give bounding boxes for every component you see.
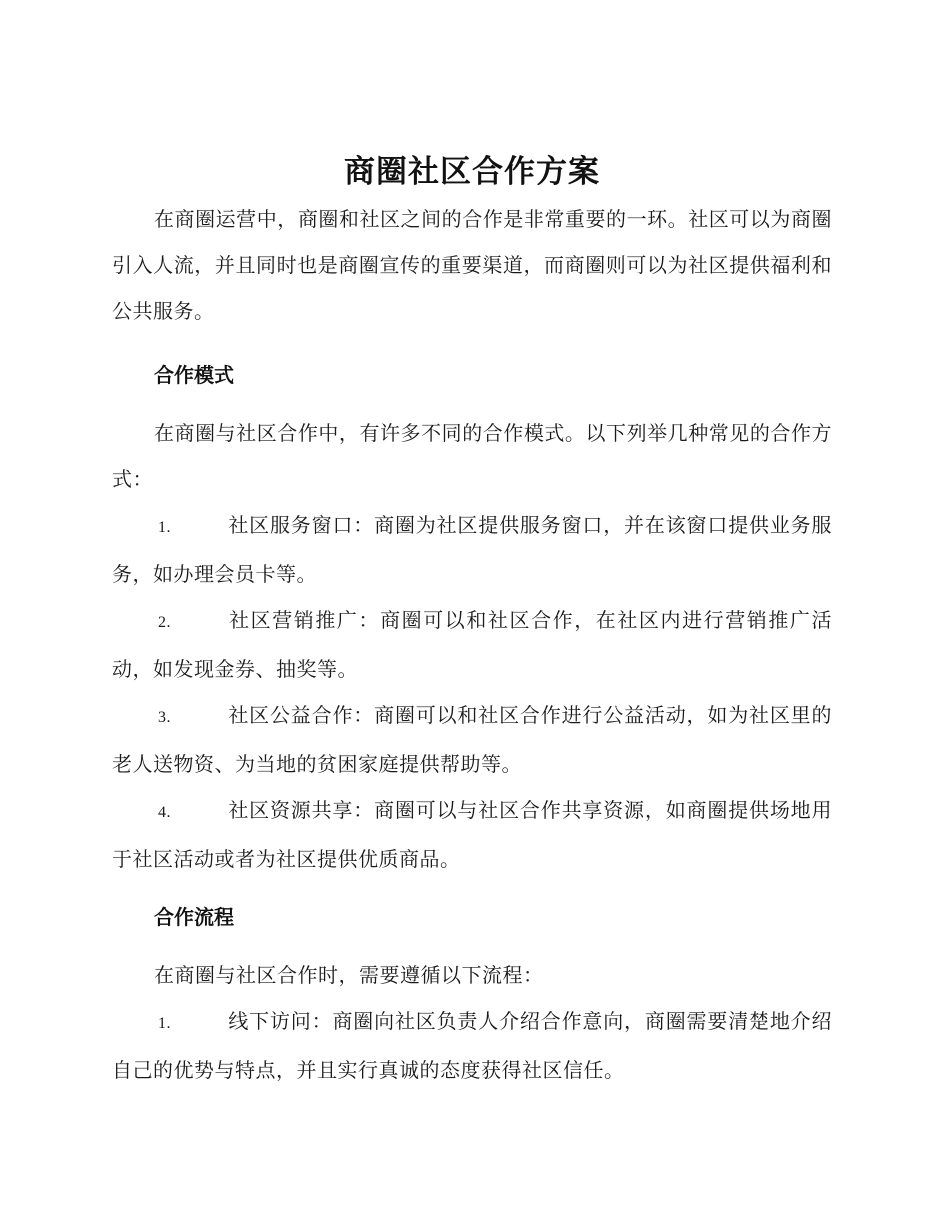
list-number: 1. (158, 1015, 171, 1032)
list-number: 2. (158, 614, 171, 631)
document-title: 商圈社区合作方案 (344, 154, 600, 190)
list-item-text: 社区公益合作：商圈可以和社区合作进行公益活动，如为社区里的老人送物资、为当地的贫困家庭提供帮助等。 (112, 703, 832, 776)
list-item (112, 998, 832, 1093)
list-item-text: 社区营销推广：商圈可以和社区合作，在社区内进行营销推广活动，如发现金券、抽奖等。 (112, 608, 832, 681)
list-item-text: 社区服务窗口：商圈为社区提供服务窗口，并在该窗口提供业务服务，如办理会员卡等。 (112, 513, 832, 586)
list-number: 3. (158, 709, 171, 726)
list-item (112, 692, 832, 787)
section-heading-cooperation-modes: 合作模式 (154, 363, 234, 387)
section-lead-paragraph: 在商圈与社区合作中，有许多不同的合作模式。以下列举几种常见的合作方式： (112, 421, 832, 491)
list-number: 1. (158, 519, 171, 536)
list-item (112, 787, 832, 882)
list-item (112, 597, 832, 692)
section-lead-paragraph: 在商圈与社区合作时，需要遵循以下流程： (154, 963, 544, 987)
list-number: 4. (158, 804, 171, 821)
document-page (112, 148, 832, 1093)
section-heading-cooperation-process: 合作流程 (154, 905, 234, 929)
list-item-text: 社区资源共享：商圈可以与社区合作共享资源，如商圈提供场地用于社区活动或者为社区提供优质商品。 (112, 798, 832, 871)
intro-paragraph: 在商圈运营中，商圈和社区之间的合作是非常重要的一环。社区可以为商圈引入人流，并且同时也是商圈宣传的重要渠道，而商圈则可以为社区提供福利和公共服务。 (112, 207, 832, 323)
list-item-text: 线下访问：商圈向社区负责人介绍合作意向，商圈需要清楚地介绍自己的优势与特点，并且实行真诚的态度获得社区信任。 (112, 1009, 832, 1082)
list-item (112, 502, 832, 597)
